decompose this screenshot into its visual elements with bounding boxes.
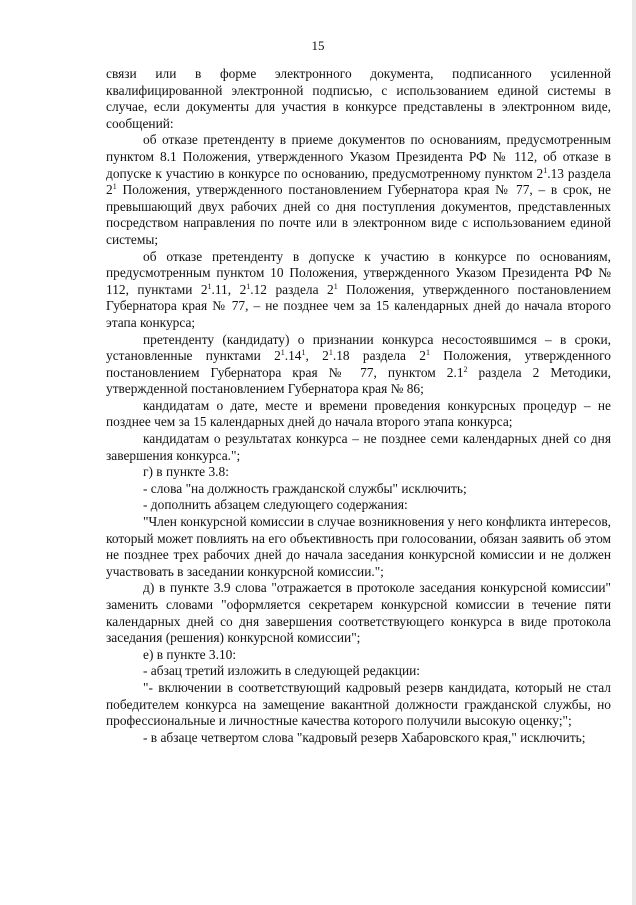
paragraph (106, 497, 611, 514)
paragraph (106, 663, 611, 680)
superscript: 1 (246, 281, 251, 291)
paragraph-text: д) в пункте 3.9 слова "отражается в протоколе заседания конкурсной комиссии" заменить словами "оформляется секретарем конкурсной комиссии в течение пяти календарных дней со дня завершения соответствующего конкурса в виде протокола заседания (решения) конкурсной комиссии"; (106, 580, 611, 646)
paragraph-text: - дополнить абзацем следующего содержания: (143, 497, 408, 513)
page-number: 15 (311, 38, 325, 53)
paragraph (106, 464, 611, 481)
document-body (106, 66, 611, 746)
paragraph (106, 730, 611, 747)
paragraph-text: кандидатам о результатах конкурса – не позднее семи календарных дней со дня завершения конкурса."; (106, 431, 611, 463)
paragraph (106, 66, 611, 132)
superscript: 1 (425, 348, 430, 358)
superscript: 1 (328, 348, 333, 358)
paragraph-text: - в абзаце четвертом слова "кадровый резерв Хабаровского края," исключить; (143, 729, 586, 745)
superscript: 1 (112, 182, 117, 192)
paragraph-text: .12 раздела 2 (250, 281, 334, 297)
paragraph (106, 514, 611, 580)
paragraph (106, 680, 611, 730)
paragraph-text: .14 (284, 348, 302, 364)
paragraph-text: кандидатам о дате, месте и времени проведения конкурсных процедур – не позднее чем за 15 календарных дней до начала второго этапа конкурса; (106, 397, 611, 430)
paragraph-text: "Член конкурсной комиссии в случае возникновения у него конфликта интересов, который может повлиять на его объективность при голосовании, обязан заявить об этом не позднее трех рабочих дней до начала заседания конкурсной комиссии и не должен участвовать в заседании конкурсной комиссии."; (106, 514, 611, 579)
superscript: 1 (301, 348, 306, 358)
paragraph (106, 398, 611, 431)
scan-edge (632, 0, 636, 905)
superscript: 1 (543, 165, 548, 175)
paragraph-text: .18 раздела 2 (332, 348, 426, 364)
paragraph-text: претенденту (кандидату) о признании конкурса несостоявшимся – в сроки, установленные пунктами 2 (106, 331, 611, 364)
superscript: 1 (280, 348, 285, 358)
paragraph (106, 580, 611, 646)
paragraph-text: - абзац третий изложить в следующей редакции: (143, 663, 421, 679)
paragraph-text: .13 раздела 2 (106, 165, 611, 198)
paragraph (106, 332, 611, 398)
paragraph-text: - слова "на должность гражданской службы" исключить; (143, 480, 467, 496)
paragraph-text: об отказе претенденту в допуске к участию в конкурсе по основаниям, предусмотренным пунктом 10 Положения, утвержденного Указом Президента РФ № 112, пунктами 2 (106, 248, 611, 297)
paragraph (106, 249, 611, 332)
paragraph-text: , 2 (305, 348, 329, 364)
paragraph-text: Положения, утвержденного постановлением Губернатора края № 77, – в срок, не превышающий двух рабочих дней со дня поступления документов, представленных посредством направления по почте или в электронном виде с использованием единой системы; (106, 182, 611, 247)
paragraph (106, 132, 611, 248)
superscript: 1 (207, 281, 212, 291)
paragraph-text: Положения, утвержденного постановлением Губернатора края № 77, пунктом 2.1 (106, 348, 612, 380)
paragraph (106, 647, 611, 664)
paragraph-text: раздела 2 Методики, утвержденной постановлением Губернатора края № 86; (106, 364, 611, 397)
paragraph-text: Положения, утвержденного постановлением Губернатора края № 77, – не позднее чем за 15 календарных дней до начала второго этапа конкурса; (106, 281, 611, 330)
paragraph-text: .11, 2 (211, 281, 247, 297)
paragraph (106, 431, 611, 464)
superscript: 2 (463, 364, 468, 374)
paragraph-text: "- включении в соответствующий кадровый резерв кандидата, который не стал победителем конкурса на замещение вакантной должности гражданской службы, но профессиональные и личностные качества которого получили высокую оценку;"; (106, 679, 611, 729)
paragraph-text: е) в пункте 3.10: (143, 646, 237, 662)
superscript: 1 (333, 281, 338, 291)
paragraph-text: об отказе претенденту в приеме документов по основаниям, предусмотренным пунктом 8.1 Положения, утвержденного Указом Президента РФ № 112, об отказе в допуске к участию в конкурсе по основанию, предусмотренному пунктом 2 (106, 132, 611, 181)
paragraph-text: связи или в форме электронного документа, подписанного усиленной квалифицированной электронной подписью, с использованием единой системы в случае, если документы для участия в конкурсе представлены в электронном виде, сообщений: (106, 66, 611, 131)
paragraph (106, 481, 611, 498)
paragraph-text: г) в пункте 3.8: (143, 464, 229, 480)
